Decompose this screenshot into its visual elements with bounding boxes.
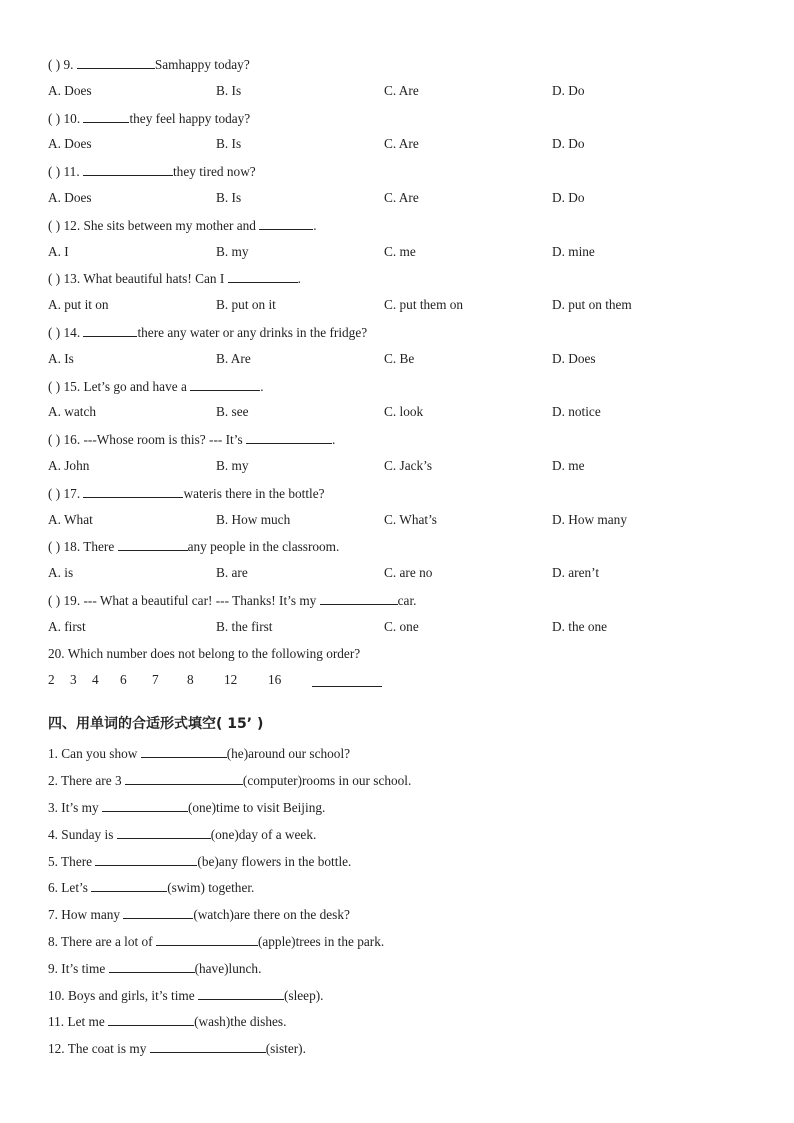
answer-parentheses[interactable]: ( )	[48, 164, 61, 180]
answer-blank[interactable]	[108, 1013, 194, 1026]
question-stem	[48, 110, 250, 127]
item-text: 5. There	[48, 853, 93, 869]
question-text: --- What a beautiful car! --- Thanks! It’s my	[83, 593, 317, 608]
answer-parentheses[interactable]: ( )	[48, 110, 61, 126]
answer-option[interactable]: B. my	[216, 243, 249, 259]
answer-option[interactable]: C. one	[384, 618, 419, 634]
fill-in-item	[48, 960, 261, 977]
answer-blank[interactable]	[83, 110, 129, 123]
answer-option[interactable]: B. Is	[216, 82, 242, 98]
answer-blank[interactable]	[320, 592, 398, 605]
fill-in-item	[48, 1013, 286, 1030]
answer-option[interactable]: A. is	[48, 565, 74, 581]
answer-blank[interactable]	[83, 163, 173, 176]
answer-option[interactable]: B. How much	[216, 511, 291, 527]
sequence-number: 3	[70, 672, 77, 688]
question-number: 19.	[63, 593, 81, 608]
answer-option[interactable]: B. Are	[216, 350, 251, 366]
question-stem	[48, 592, 416, 609]
answer-blank[interactable]	[102, 799, 188, 812]
question-number: 9.	[63, 57, 74, 72]
item-text: 4. Sunday is	[48, 826, 114, 842]
answer-option[interactable]: A. Is	[48, 350, 74, 366]
fill-in-item	[48, 1040, 306, 1057]
answer-option[interactable]: B. are	[216, 565, 248, 581]
item-hint: (he)around our school?	[226, 746, 351, 762]
answer-option[interactable]: A. Does	[48, 136, 92, 152]
fill-in-item	[48, 933, 384, 950]
section-4-title: 四、用单词的合适形式填空( 15’ )	[48, 716, 264, 733]
answer-blank[interactable]	[123, 906, 193, 919]
answer-parentheses[interactable]: ( )	[48, 378, 61, 394]
answer-option[interactable]: C. look	[384, 404, 424, 420]
answer-option[interactable]: B. Is	[216, 136, 242, 152]
answer-blank[interactable]	[125, 772, 243, 785]
question-number: 17.	[63, 485, 81, 501]
question-text: there any water or any drinks in the fridge?	[137, 325, 368, 340]
question-stem	[48, 324, 367, 341]
sequence-number: 2	[48, 672, 55, 688]
answer-option[interactable]: D. Do	[552, 190, 585, 205]
answer-option[interactable]: D. Do	[552, 82, 585, 98]
fill-in-item	[48, 879, 254, 896]
answer-blank[interactable]	[77, 56, 155, 69]
question-stem	[48, 378, 264, 395]
item-hint: (computer)rooms in our school.	[242, 773, 412, 789]
answer-blank[interactable]	[141, 745, 227, 758]
answer-blank[interactable]	[95, 853, 197, 866]
answer-blank[interactable]	[117, 826, 211, 839]
answer-blank[interactable]	[198, 987, 284, 1000]
fill-in-item	[48, 772, 411, 789]
sequence-number: 8	[187, 672, 194, 688]
answer-option[interactable]: B. Is	[216, 190, 242, 205]
question-text: .	[260, 378, 264, 394]
answer-option[interactable]: B. see	[216, 404, 249, 420]
item-hint: (sister).	[265, 1041, 306, 1057]
fill-in-item	[48, 853, 351, 870]
answer-option[interactable]: A. Does	[48, 190, 92, 205]
item-text: 9. It’s time	[48, 960, 106, 976]
item-text: 3. It’s my	[48, 800, 99, 815]
answer-option[interactable]: D. Do	[552, 136, 585, 152]
question-number: 10.	[63, 110, 81, 126]
sequence-number: 16	[268, 672, 282, 688]
item-hint: (one)day of a week.	[210, 826, 317, 842]
question-20-blank[interactable]	[312, 674, 382, 687]
question-stem	[48, 431, 335, 448]
answer-blank[interactable]	[118, 538, 188, 551]
sequence-number: 6	[120, 672, 127, 688]
answer-option[interactable]: B. put on it	[216, 297, 276, 313]
answer-option[interactable]: D. put on them	[552, 297, 632, 313]
question-text: any people in the classroom.	[187, 539, 340, 555]
answer-option[interactable]: C. me	[384, 243, 416, 259]
fill-in-item	[48, 906, 350, 923]
item-text: 10. Boys and girls, it’s time	[48, 987, 195, 1003]
item-text: 8. There are a lot of	[48, 934, 153, 949]
question-stem	[48, 56, 250, 73]
answer-option[interactable]: C. are no	[384, 565, 433, 581]
question-number: 13.	[63, 271, 81, 287]
answer-option[interactable]: D. mine	[552, 243, 595, 259]
answer-option[interactable]: C. Jack’s	[384, 458, 433, 473]
answer-blank[interactable]	[83, 324, 137, 337]
answer-option[interactable]: C. Are	[384, 190, 419, 205]
question-text: ---Whose room is this? --- It’s	[83, 432, 243, 448]
question-number: 11.	[63, 164, 80, 180]
question-text: Let’s go and have a	[83, 378, 187, 394]
answer-option[interactable]: A. I	[48, 243, 69, 259]
answer-blank[interactable]	[109, 960, 195, 973]
answer-blank[interactable]	[156, 933, 258, 946]
fill-in-item	[48, 826, 316, 843]
question-text: Samhappy today?	[154, 57, 250, 72]
answer-option[interactable]: B. my	[216, 458, 249, 473]
answer-option[interactable]: A. first	[48, 618, 86, 634]
answer-parentheses[interactable]: ( )	[48, 593, 61, 608]
answer-blank[interactable]	[190, 378, 260, 391]
item-text: 11. Let me	[48, 1014, 105, 1030]
item-hint: (wash)the dishes.	[194, 1014, 287, 1030]
item-hint: (swim) together.	[167, 880, 255, 896]
item-hint: (sleep).	[283, 987, 324, 1003]
answer-option[interactable]: C. What’s	[384, 511, 437, 527]
question-number: 15.	[63, 378, 81, 394]
answer-parentheses[interactable]: ( )	[48, 271, 61, 287]
question-text: they feel happy today?	[129, 110, 251, 126]
question-stem	[48, 485, 325, 502]
question-stem	[48, 538, 339, 555]
item-hint: (have)lunch.	[194, 960, 262, 976]
item-hint: (one)time to visit Beijing.	[187, 800, 326, 815]
answer-parentheses[interactable]: ( )	[48, 432, 61, 448]
answer-parentheses[interactable]: ( )	[48, 325, 61, 340]
question-stem	[48, 270, 301, 287]
fill-in-item	[48, 745, 350, 762]
answer-blank[interactable]	[150, 1040, 266, 1053]
question-text: What beautiful hats! Can I	[83, 271, 225, 287]
answer-option[interactable]: A. put it on	[48, 297, 109, 313]
item-hint: (be)any flowers in the bottle.	[197, 853, 352, 869]
answer-blank[interactable]	[91, 879, 167, 892]
sequence-number: 12	[224, 672, 238, 688]
question-text: .	[313, 217, 317, 233]
answer-blank[interactable]	[228, 270, 298, 283]
item-hint: (apple)trees in the park.	[257, 934, 385, 949]
question-text: they tired now?	[172, 164, 256, 180]
answer-option[interactable]: D. Does	[552, 350, 596, 366]
answer-option[interactable]: D. aren’t	[552, 565, 600, 581]
answer-option[interactable]: A. What	[48, 511, 93, 527]
item-text: 2. There are 3	[48, 773, 122, 789]
question-text: She sits between my mother and	[83, 217, 256, 233]
answer-parentheses[interactable]: ( )	[48, 217, 61, 233]
answer-option[interactable]: C. Are	[384, 136, 419, 152]
answer-option[interactable]: A. Does	[48, 82, 92, 98]
answer-option[interactable]: D. How many	[552, 511, 627, 527]
answer-parentheses[interactable]: ( )	[48, 485, 61, 501]
answer-option[interactable]: D. the one	[552, 618, 608, 634]
answer-option[interactable]: C. Be	[384, 350, 415, 366]
question-number: 16.	[63, 432, 81, 448]
answer-blank[interactable]	[246, 431, 332, 444]
question-number: 18.	[63, 539, 81, 555]
answer-blank[interactable]	[83, 485, 183, 498]
item-text: 1. Can you show	[48, 746, 138, 762]
item-text: 6. Let’s	[48, 880, 88, 896]
answer-blank[interactable]	[259, 217, 313, 230]
fill-in-item	[48, 987, 323, 1004]
answer-option[interactable]: B. the first	[216, 618, 273, 634]
question-number: 12.	[63, 217, 81, 233]
question-text: .	[297, 271, 301, 287]
item-hint: (watch)are there on the desk?	[193, 907, 350, 923]
question-stem	[48, 163, 256, 180]
question-text: .	[331, 432, 336, 448]
question-text: There	[83, 539, 115, 555]
answer-option[interactable]: C. put them on	[384, 297, 464, 313]
answer-option[interactable]: D. me	[552, 458, 585, 473]
answer-option[interactable]: A. John	[48, 458, 90, 473]
sequence-number: 7	[152, 672, 159, 688]
item-text: 12. The coat is my	[48, 1041, 147, 1057]
sequence-number: 4	[92, 672, 99, 688]
question-number: 14.	[63, 325, 81, 340]
question-text: car.	[397, 593, 417, 608]
question-20-stem: 20. Which number does not belong to the following order?	[48, 645, 361, 661]
answer-option[interactable]: A. watch	[48, 404, 96, 420]
answer-parentheses[interactable]: ( )	[48, 539, 61, 555]
answer-parentheses[interactable]: ( )	[48, 57, 61, 72]
answer-option[interactable]: C. Are	[384, 82, 419, 98]
question-stem	[48, 217, 317, 234]
question-text: wateris there in the bottle?	[183, 485, 325, 501]
item-text: 7. How many	[48, 907, 121, 923]
answer-option[interactable]: D. notice	[552, 404, 601, 420]
fill-in-item	[48, 799, 325, 816]
